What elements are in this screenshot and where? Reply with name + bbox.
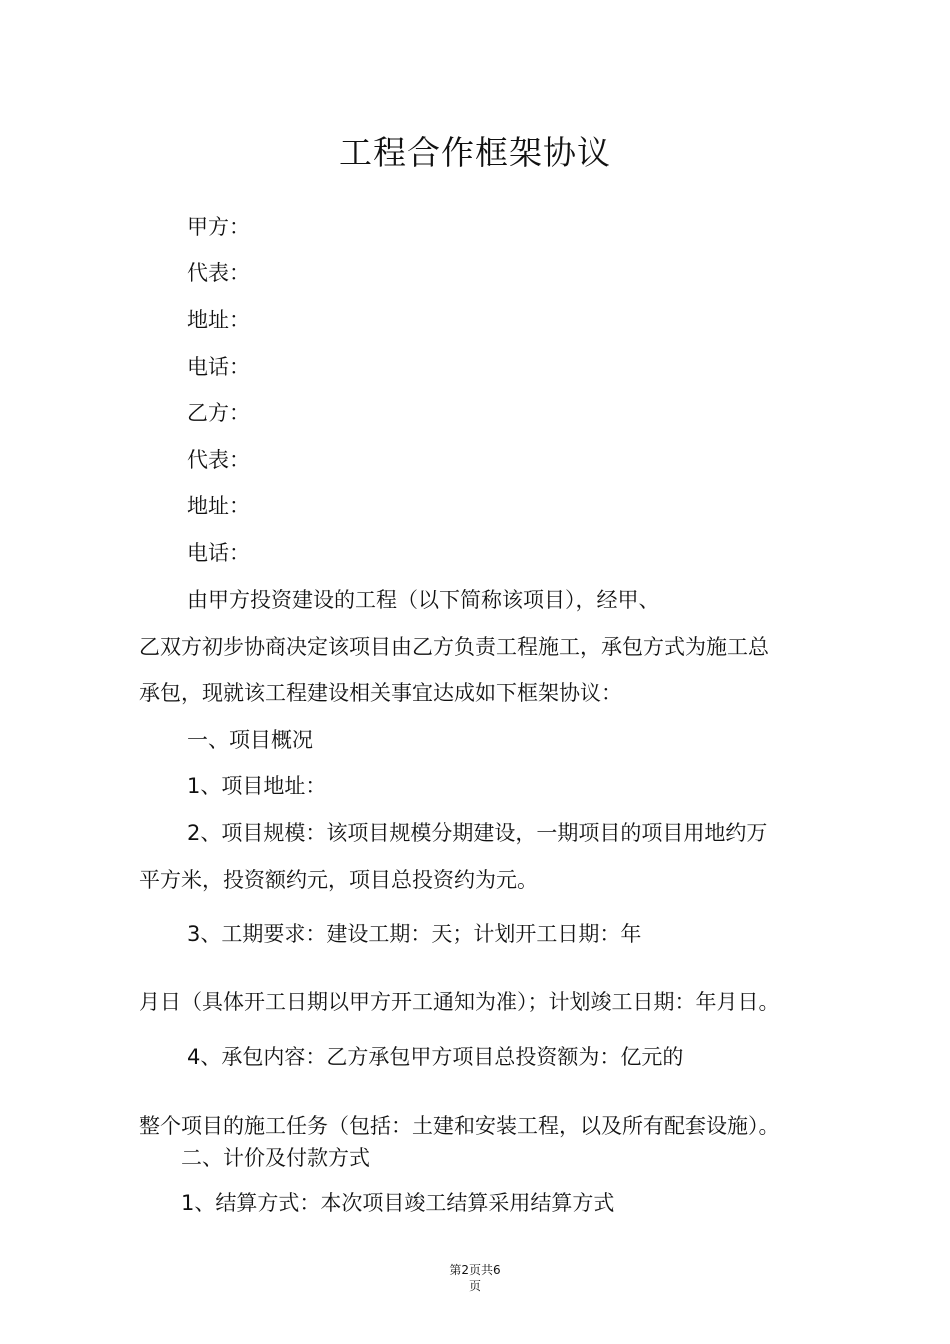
party-a-representative-label: 代表： (187, 261, 250, 285)
page-number-line-1: 第2页共6 (449, 1263, 501, 1277)
intro-line-3: 承包，现就该工程建设相关事宜达成如下框架协议： (139, 681, 622, 705)
section-1-item-1: 1、项目地址： (187, 774, 327, 798)
section-1-heading: 一、项目概况 (187, 728, 313, 752)
section-1-item-2-line-1: 2、项目规模：该项目规模分期建设，一期项目的项目用地约万 (187, 821, 768, 845)
section-1-item-3-line-1: 3、工期要求：建设工期：天；计划开工日期：年 (187, 922, 642, 946)
page-number-line-2: 页 (468, 1279, 481, 1293)
section-1-item-4-line-2: 整个项目的施工任务（包括：土建和安装工程，以及所有配套设施）。 (139, 1114, 780, 1138)
party-a-phone-label: 电话： (187, 355, 250, 379)
party-b-representative-label: 代表： (187, 448, 250, 472)
party-b-address-label: 地址： (187, 494, 250, 518)
section-2-item-1: 1、结算方式：本次项目竣工结算采用结算方式 (181, 1191, 615, 1215)
section-1-item-2-line-2: 平方米，投资额约元，项目总投资约为元。 (139, 868, 538, 892)
intro-line-2: 乙双方初步协商决定该项目由乙方负责工程施工，承包方式为施工总 (139, 635, 769, 659)
section-1-item-4-line-1: 4、承包内容：乙方承包甲方项目总投资额为：亿元的 (187, 1045, 684, 1069)
document-title: 工程合作框架协议 (339, 133, 611, 172)
party-b-phone-label: 电话： (187, 541, 250, 565)
party-a-label: 甲方： (187, 215, 250, 239)
party-b-label: 乙方： (187, 401, 250, 425)
section-1-item-3-line-2: 月日（具体开工日期以甲方开工通知为准）；计划竣工日期：年月日。 (139, 990, 780, 1014)
intro-line-1: 由甲方投资建设的工程（以下简称该项目），经甲、 (187, 588, 660, 612)
section-2-heading: 二、计价及付款方式 (181, 1146, 370, 1170)
party-a-address-label: 地址： (187, 308, 250, 332)
